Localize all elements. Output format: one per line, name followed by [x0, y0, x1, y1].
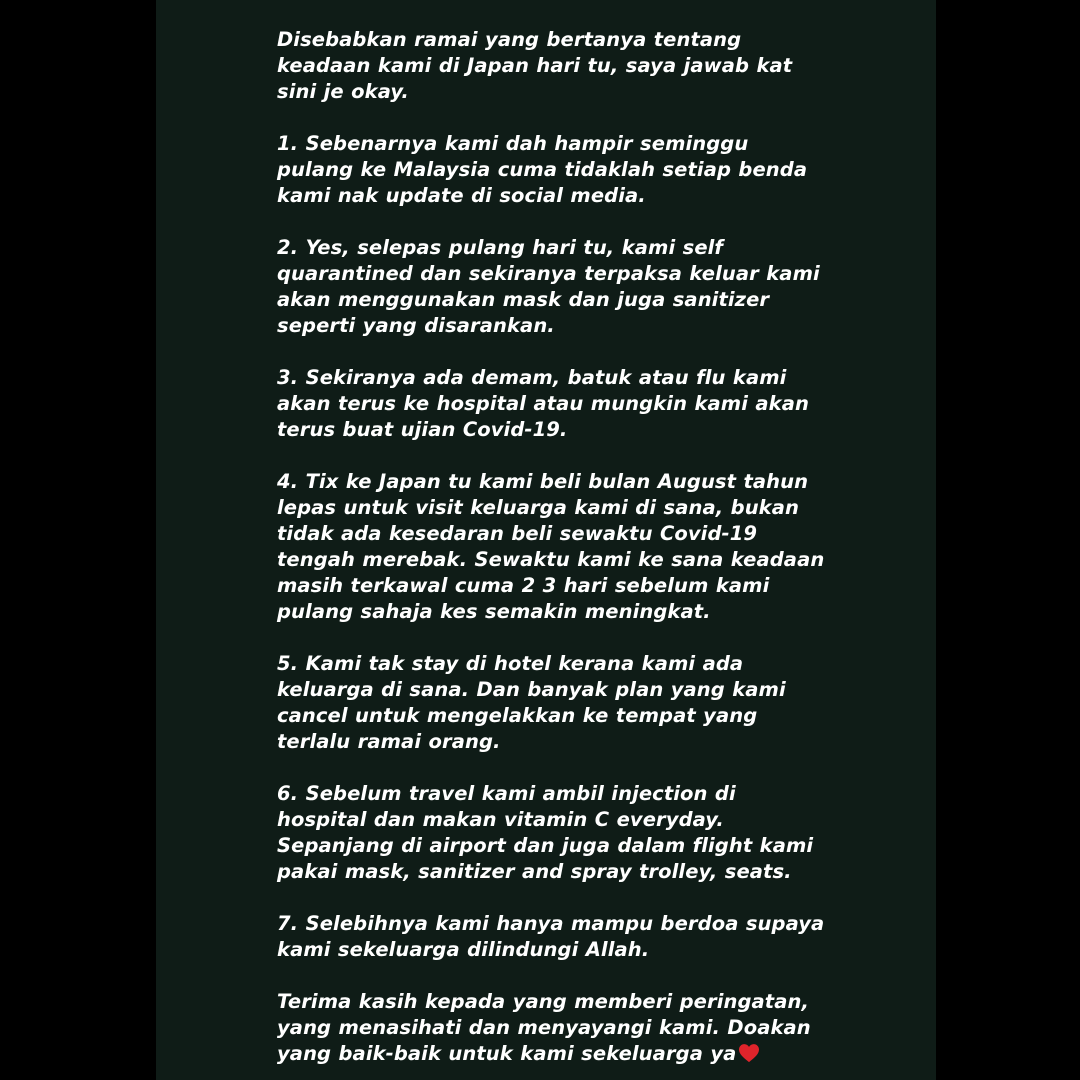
- point-6-paragraph: 6. Sebelum travel kami ambil injection di hospital dan makan vitamin C everyday. Sepanjang di airport dan juga dalam flight kami pakai mask, sanitizer and spray trolley, seats.: [277, 782, 814, 883]
- point-7-paragraph: 7. Selebihnya kami hanya mampu berdoa supaya kami sekeluarga dilindungi Allah.: [277, 912, 825, 961]
- point-1-paragraph: 1. Sebenarnya kami dah hampir seminggu pulang ke Malaysia cuma tidaklah setiap benda kami nak update di social media.: [277, 132, 808, 207]
- intro-paragraph: Disebabkan ramai yang bertanya tentang keadaan kami di Japan hari tu, saya jawab kat sini je okay.: [277, 28, 793, 103]
- point-5-paragraph: 5. Kami tak stay di hotel kerana kami ada keluarga di sana. Dan banyak plan yang kami cancel untuk mengelakkan ke tempat yang terlalu ramai orang.: [277, 652, 786, 753]
- point-2-paragraph: 2. Yes, selepas pulang hari tu, kami self quarantined dan sekiranya terpaksa keluar kami akan menggunakan mask dan juga sanitizer seperti yang disarankan.: [277, 236, 820, 337]
- closing-paragraph: [277, 989, 837, 1067]
- point-4-paragraph: 4. Tix ke Japan tu kami beli bulan August tahun lepas untuk visit keluarga kami di sana, bukan tidak ada kesedaran beli sewaktu Covid-19 tengah merebak. Sewaktu kami ke sana keadaan masih terkawal cuma 2 3 hari sebelum kami pulang sahaja kes semakin meningkat.: [277, 470, 825, 623]
- closing-text: Terima kasih kepada yang memberi peringatan, yang menasihati dan menyayangi kami. Doakan yang baik-baik untuk kami sekeluarga ya: [277, 990, 811, 1065]
- heart-icon: [738, 1043, 760, 1063]
- point-3-paragraph: 3. Sekiranya ada demam, batuk atau flu kami akan terus ke hospital atau mungkin kami akan terus buat ujian Covid-19.: [277, 366, 809, 441]
- story-text: [277, 27, 837, 1067]
